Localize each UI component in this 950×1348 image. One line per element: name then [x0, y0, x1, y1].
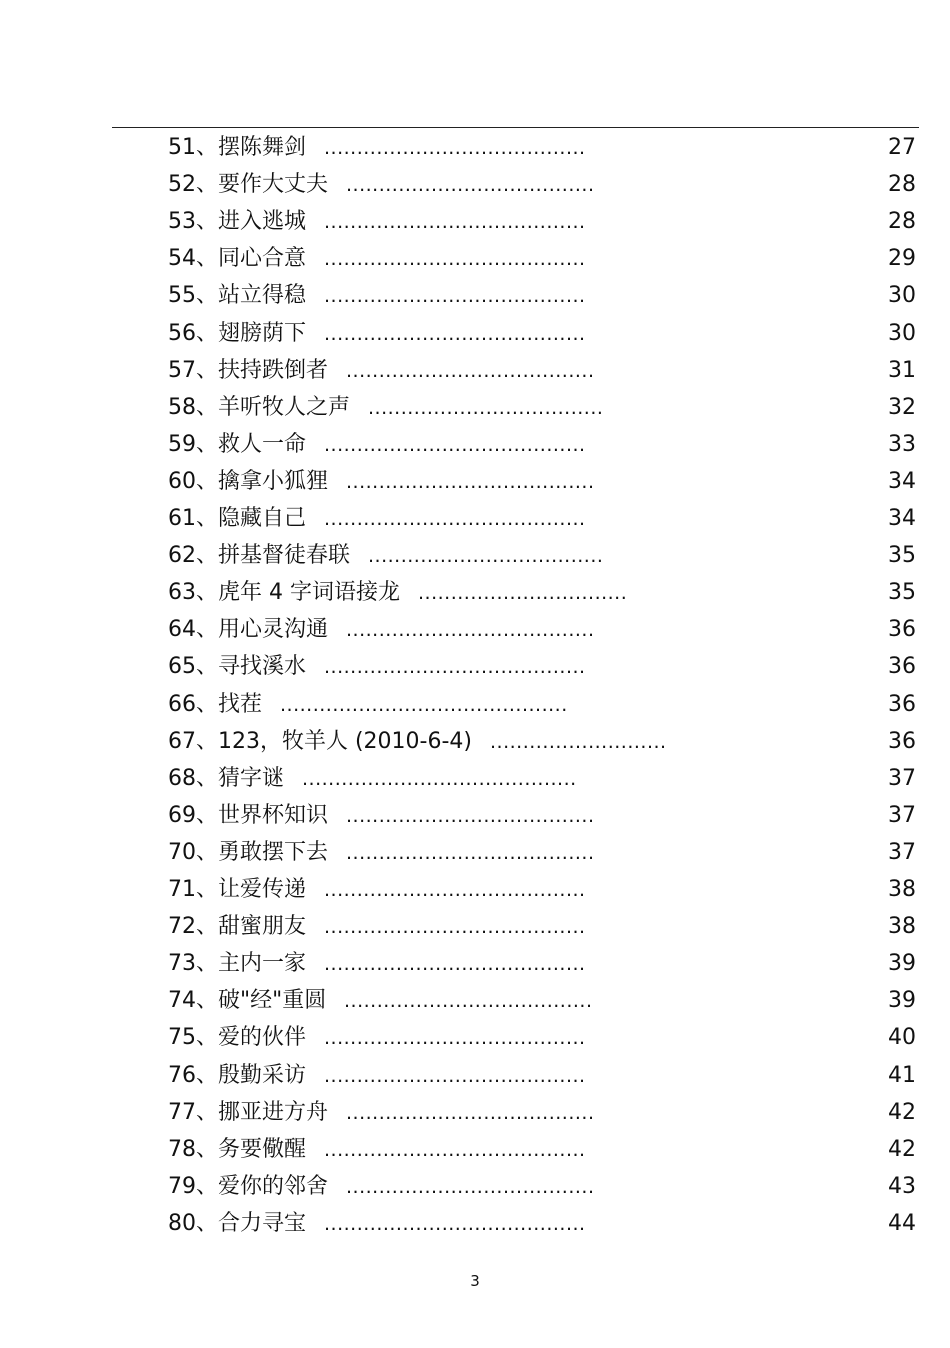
toc-entry [0, 279, 950, 313]
toc-entry-title: 51、摆陈舞剑 [168, 135, 306, 160]
toc-entry-title: 54、同心合意 [168, 246, 306, 272]
toc-leader-dots: ........................................ [324, 916, 586, 939]
toc-leader-dots: ...................................... [346, 804, 595, 827]
toc-entry-page: 44 [888, 1210, 916, 1236]
toc-entry [0, 873, 950, 907]
toc-entry [0, 1170, 950, 1204]
toc-entry-page: 36 [888, 691, 916, 717]
toc-leader-dots: ........................................ [324, 285, 586, 308]
toc-entry-title: 63、虎年 4 字词语接龙 [168, 580, 400, 606]
toc-entry-page: 39 [888, 951, 916, 977]
toc-entry-title: 56、翅膀荫下 [168, 320, 306, 346]
toc-entry-page: 38 [888, 914, 916, 940]
toc-entry [0, 242, 950, 276]
toc-entry-page: 35 [888, 543, 916, 569]
toc-entry-page: 28 [888, 209, 916, 235]
toc-leader-dots: ........................................ [324, 1212, 586, 1235]
toc-entry [0, 984, 950, 1018]
toc-entry-page: 30 [888, 283, 916, 309]
toc-leader-dots: ...................................... [346, 841, 595, 864]
toc-entry [0, 1133, 950, 1167]
toc-leader-dots: ...................................... [346, 1175, 595, 1198]
toc-entry [0, 317, 950, 351]
toc-leader-dots: ........................................ [324, 1027, 586, 1050]
toc-leader-dots: ........................................ [324, 1138, 586, 1161]
toc-entry [0, 391, 950, 425]
toc-entry-title: 65、寻找溪水 [168, 654, 306, 680]
toc-entry-title: 53、进入逃城 [168, 209, 306, 235]
toc-leader-dots: ........................................ [324, 508, 586, 530]
toc-entry-page: 37 [888, 765, 916, 791]
toc-entry-page: 28 [888, 172, 916, 198]
toc-entry-title: 67、123，牧羊人 (2010-6-4) [168, 728, 473, 754]
header-rule [112, 127, 919, 128]
toc-entry [0, 799, 950, 833]
toc-entry [0, 205, 950, 239]
toc-entry-title: 78、务要儆醒 [168, 1136, 306, 1162]
toc-entry [0, 539, 950, 573]
toc-leader-dots: ........................................ [324, 137, 586, 159]
toc-entry-page: 42 [888, 1099, 916, 1125]
toc-leader-dots: ........................... [490, 730, 667, 753]
toc-entry-page: 29 [888, 246, 916, 272]
toc-leader-dots: ........................................ [324, 1064, 586, 1087]
toc-entry-title: 69、世界杯知识 [168, 802, 328, 828]
toc-entry-page: 40 [888, 1025, 916, 1051]
toc-entry-title: 80、合力寻宝 [168, 1210, 306, 1236]
toc-entry-page: 34 [888, 468, 916, 494]
toc-entry-title: 71、让爱传递 [168, 877, 306, 902]
toc-entry-page: 31 [888, 357, 916, 383]
toc-entry-title: 58、羊听牧人之声 [168, 394, 350, 420]
toc-entry-title: 59、救人一命 [168, 431, 306, 457]
toc-entry [0, 1207, 950, 1241]
toc-leader-dots: ...................................... [344, 990, 593, 1013]
toc-entry-page: 27 [888, 135, 916, 160]
toc-leader-dots: ...................................... [346, 619, 595, 642]
toc-entry [0, 168, 950, 202]
toc-entry [0, 688, 950, 722]
toc-entry-page: 39 [888, 988, 916, 1014]
toc-leader-dots: ........................................ [324, 211, 586, 234]
toc-entry-title: 74、破"经"重圆 [168, 988, 327, 1014]
toc-leader-dots: ...................................... [346, 359, 595, 382]
toc-entry-page: 30 [888, 320, 916, 346]
toc-entry [0, 502, 950, 536]
toc-entry [0, 650, 950, 684]
toc-leader-dots: .................................... [368, 545, 604, 568]
toc-entry-title: 73、主内一家 [168, 951, 306, 977]
toc-leader-dots: .................................... [368, 396, 604, 419]
toc-leader-dots: ........................................ [324, 879, 586, 901]
toc-entry-title: 52、要作大丈夫 [168, 172, 328, 198]
toc-entry-title: 55、站立得稳 [168, 283, 306, 309]
toc-leader-dots: ........................................ [324, 322, 586, 345]
toc-entry-title: 72、甜蜜朋友 [168, 914, 306, 940]
toc-entry-title: 77、挪亚进方舟 [168, 1099, 328, 1125]
toc-entry [0, 836, 950, 870]
toc-leader-dots: ...................................... [346, 174, 595, 197]
toc-entry-page: 33 [888, 431, 916, 457]
toc-entry [0, 1059, 950, 1093]
toc-entry [0, 947, 950, 981]
toc-entry-title: 64、用心灵沟通 [168, 617, 328, 643]
toc-entry-title: 62、拼基督徒春联 [168, 543, 350, 569]
toc-entry [0, 354, 950, 388]
toc-entry [0, 1096, 950, 1130]
toc-entry [0, 910, 950, 944]
toc-leader-dots: ...................................... [346, 470, 595, 493]
toc-entry-title: 66、找茬 [168, 691, 262, 717]
toc-entry-title: 61、隐藏自己 [168, 506, 306, 531]
toc-leader-dots: ........................................ [324, 656, 586, 679]
toc-entry-title: 57、扶持跌倒者 [168, 357, 328, 383]
page-number: 3 [470, 1272, 480, 1290]
toc-leader-dots: ........................................ [324, 433, 586, 456]
toc-entry-page: 36 [888, 617, 916, 643]
toc-entry-page: 37 [888, 839, 916, 865]
toc-entry-page: 35 [888, 580, 916, 606]
toc-entry-page: 41 [888, 1062, 916, 1088]
toc-entry-title: 60、擒拿小狐狸 [168, 468, 328, 494]
toc-entry [0, 1021, 950, 1055]
toc-leader-dots: .......................................... [302, 767, 577, 790]
toc-entry [0, 613, 950, 647]
toc-leader-dots: ...................................... [346, 1101, 595, 1124]
toc-entry [0, 465, 950, 499]
toc-entry [0, 576, 950, 610]
toc-entry-page: 43 [888, 1173, 916, 1199]
toc-entry-title: 75、爱的伙伴 [168, 1025, 306, 1051]
toc-entry-page: 34 [888, 506, 916, 531]
toc-entry-page: 42 [888, 1136, 916, 1162]
toc-entry-title: 76、殷勤采访 [168, 1062, 306, 1088]
toc-entry-title: 70、勇敢摆下去 [168, 839, 328, 865]
toc-entry-title: 68、猜字谜 [168, 765, 284, 791]
toc-entry-page: 32 [888, 394, 916, 420]
toc-entry [0, 725, 950, 759]
toc-leader-dots: ............................................ [280, 693, 568, 716]
toc-entry [0, 428, 950, 462]
toc-leader-dots: ........................................ [324, 953, 586, 976]
toc-leader-dots: ................................ [418, 582, 628, 605]
toc-entry [0, 131, 950, 165]
toc-entry-page: 37 [888, 802, 916, 828]
toc-entry [0, 762, 950, 796]
toc-entry-page: 36 [888, 728, 916, 754]
toc-entry-title: 79、爱你的邻舍 [168, 1173, 328, 1199]
toc-leader-dots: ........................................ [324, 248, 586, 271]
toc-entry-page: 36 [888, 654, 916, 680]
toc-entry-page: 38 [888, 877, 916, 902]
